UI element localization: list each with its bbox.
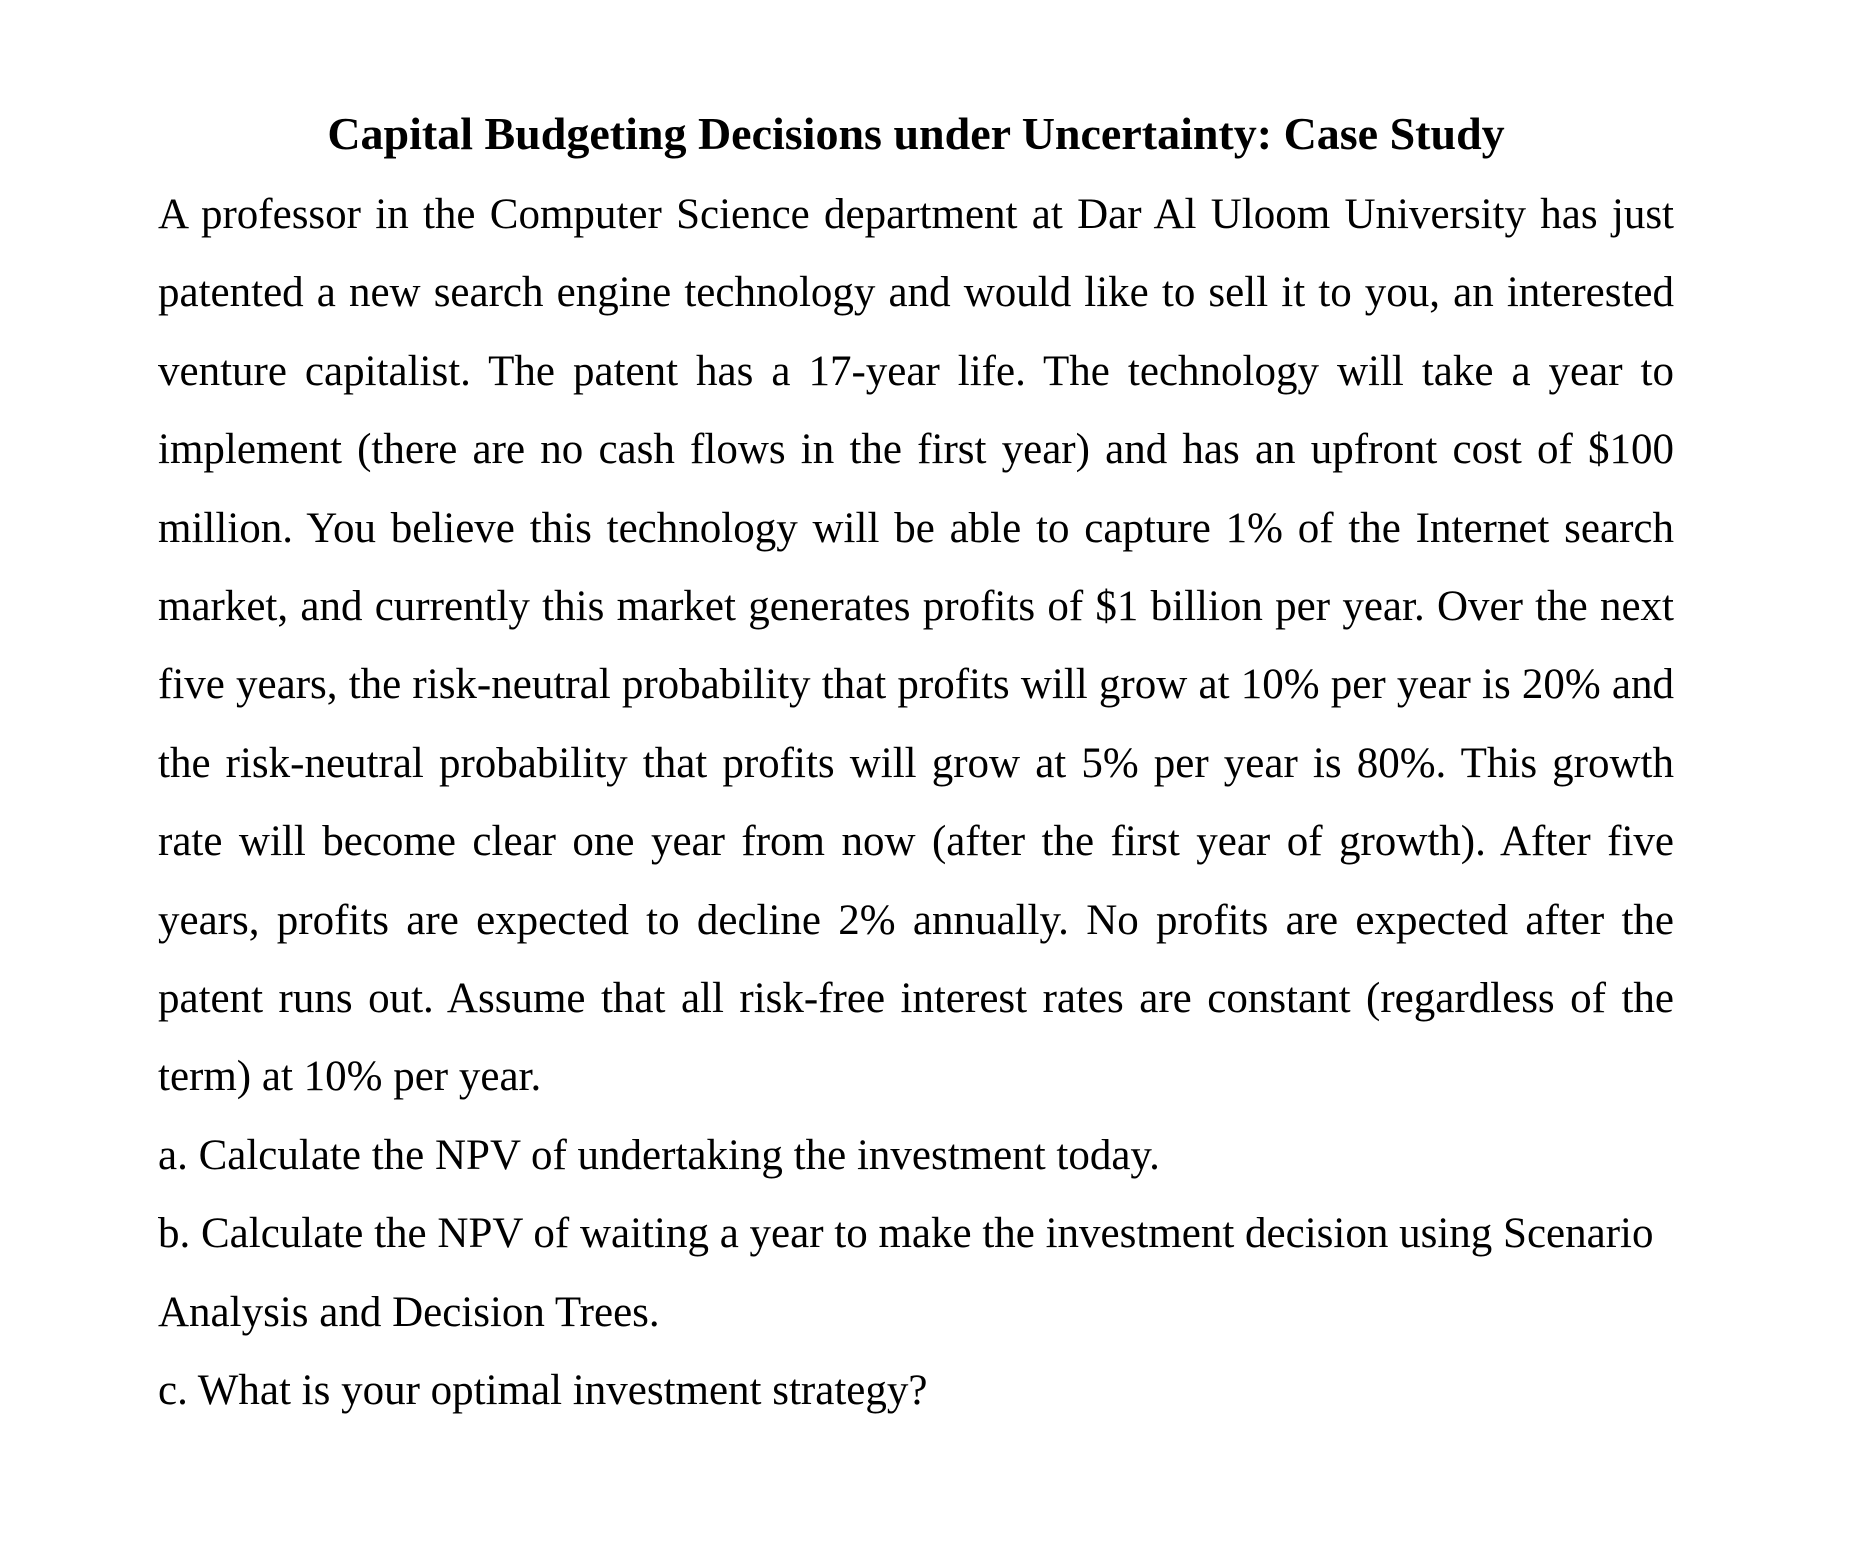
document-page [158,104,1674,1431]
question-c: c. What is your optimal investment strategy? [158,1367,928,1415]
question-a: a. Calculate the NPV of undertaking the investment today. [158,1131,1160,1179]
document-title: Capital Budgeting Decisions under Uncertainty: Case Study [327,108,1505,159]
question-b: b. Calculate the NPV of waiting a year to make the investment decision using Scenario Analysis and Decision Trees. [158,1210,1654,1336]
case-description-paragraph: A professor in the Computer Science department at Dar Al Uloom University has just patented a new search engine technology and would like to sell it to you, an interested venture capitalist. The patent has a 17-year life. The technology will take a year to implement (there are no cash flows in the first year) and has an upfront cost of $100 million. You believe this technology will be able to capture 1% of the Internet search market, and currently this market generates profits of $1 billion per year. Over the next five years, the risk-neutral probability that profits will grow at 10% per year is 20% and the risk-neutral probability that profits will grow at 5% per year is 80%. This growth rate will become clear one year from now (after the first year of growth). After five years, profits are expected to decline 2% annually. No profits are expected after the patent runs out. Assume that all risk-free interest rates are constant (regardless of the term) at 10% per year. [158,191,1674,1101]
